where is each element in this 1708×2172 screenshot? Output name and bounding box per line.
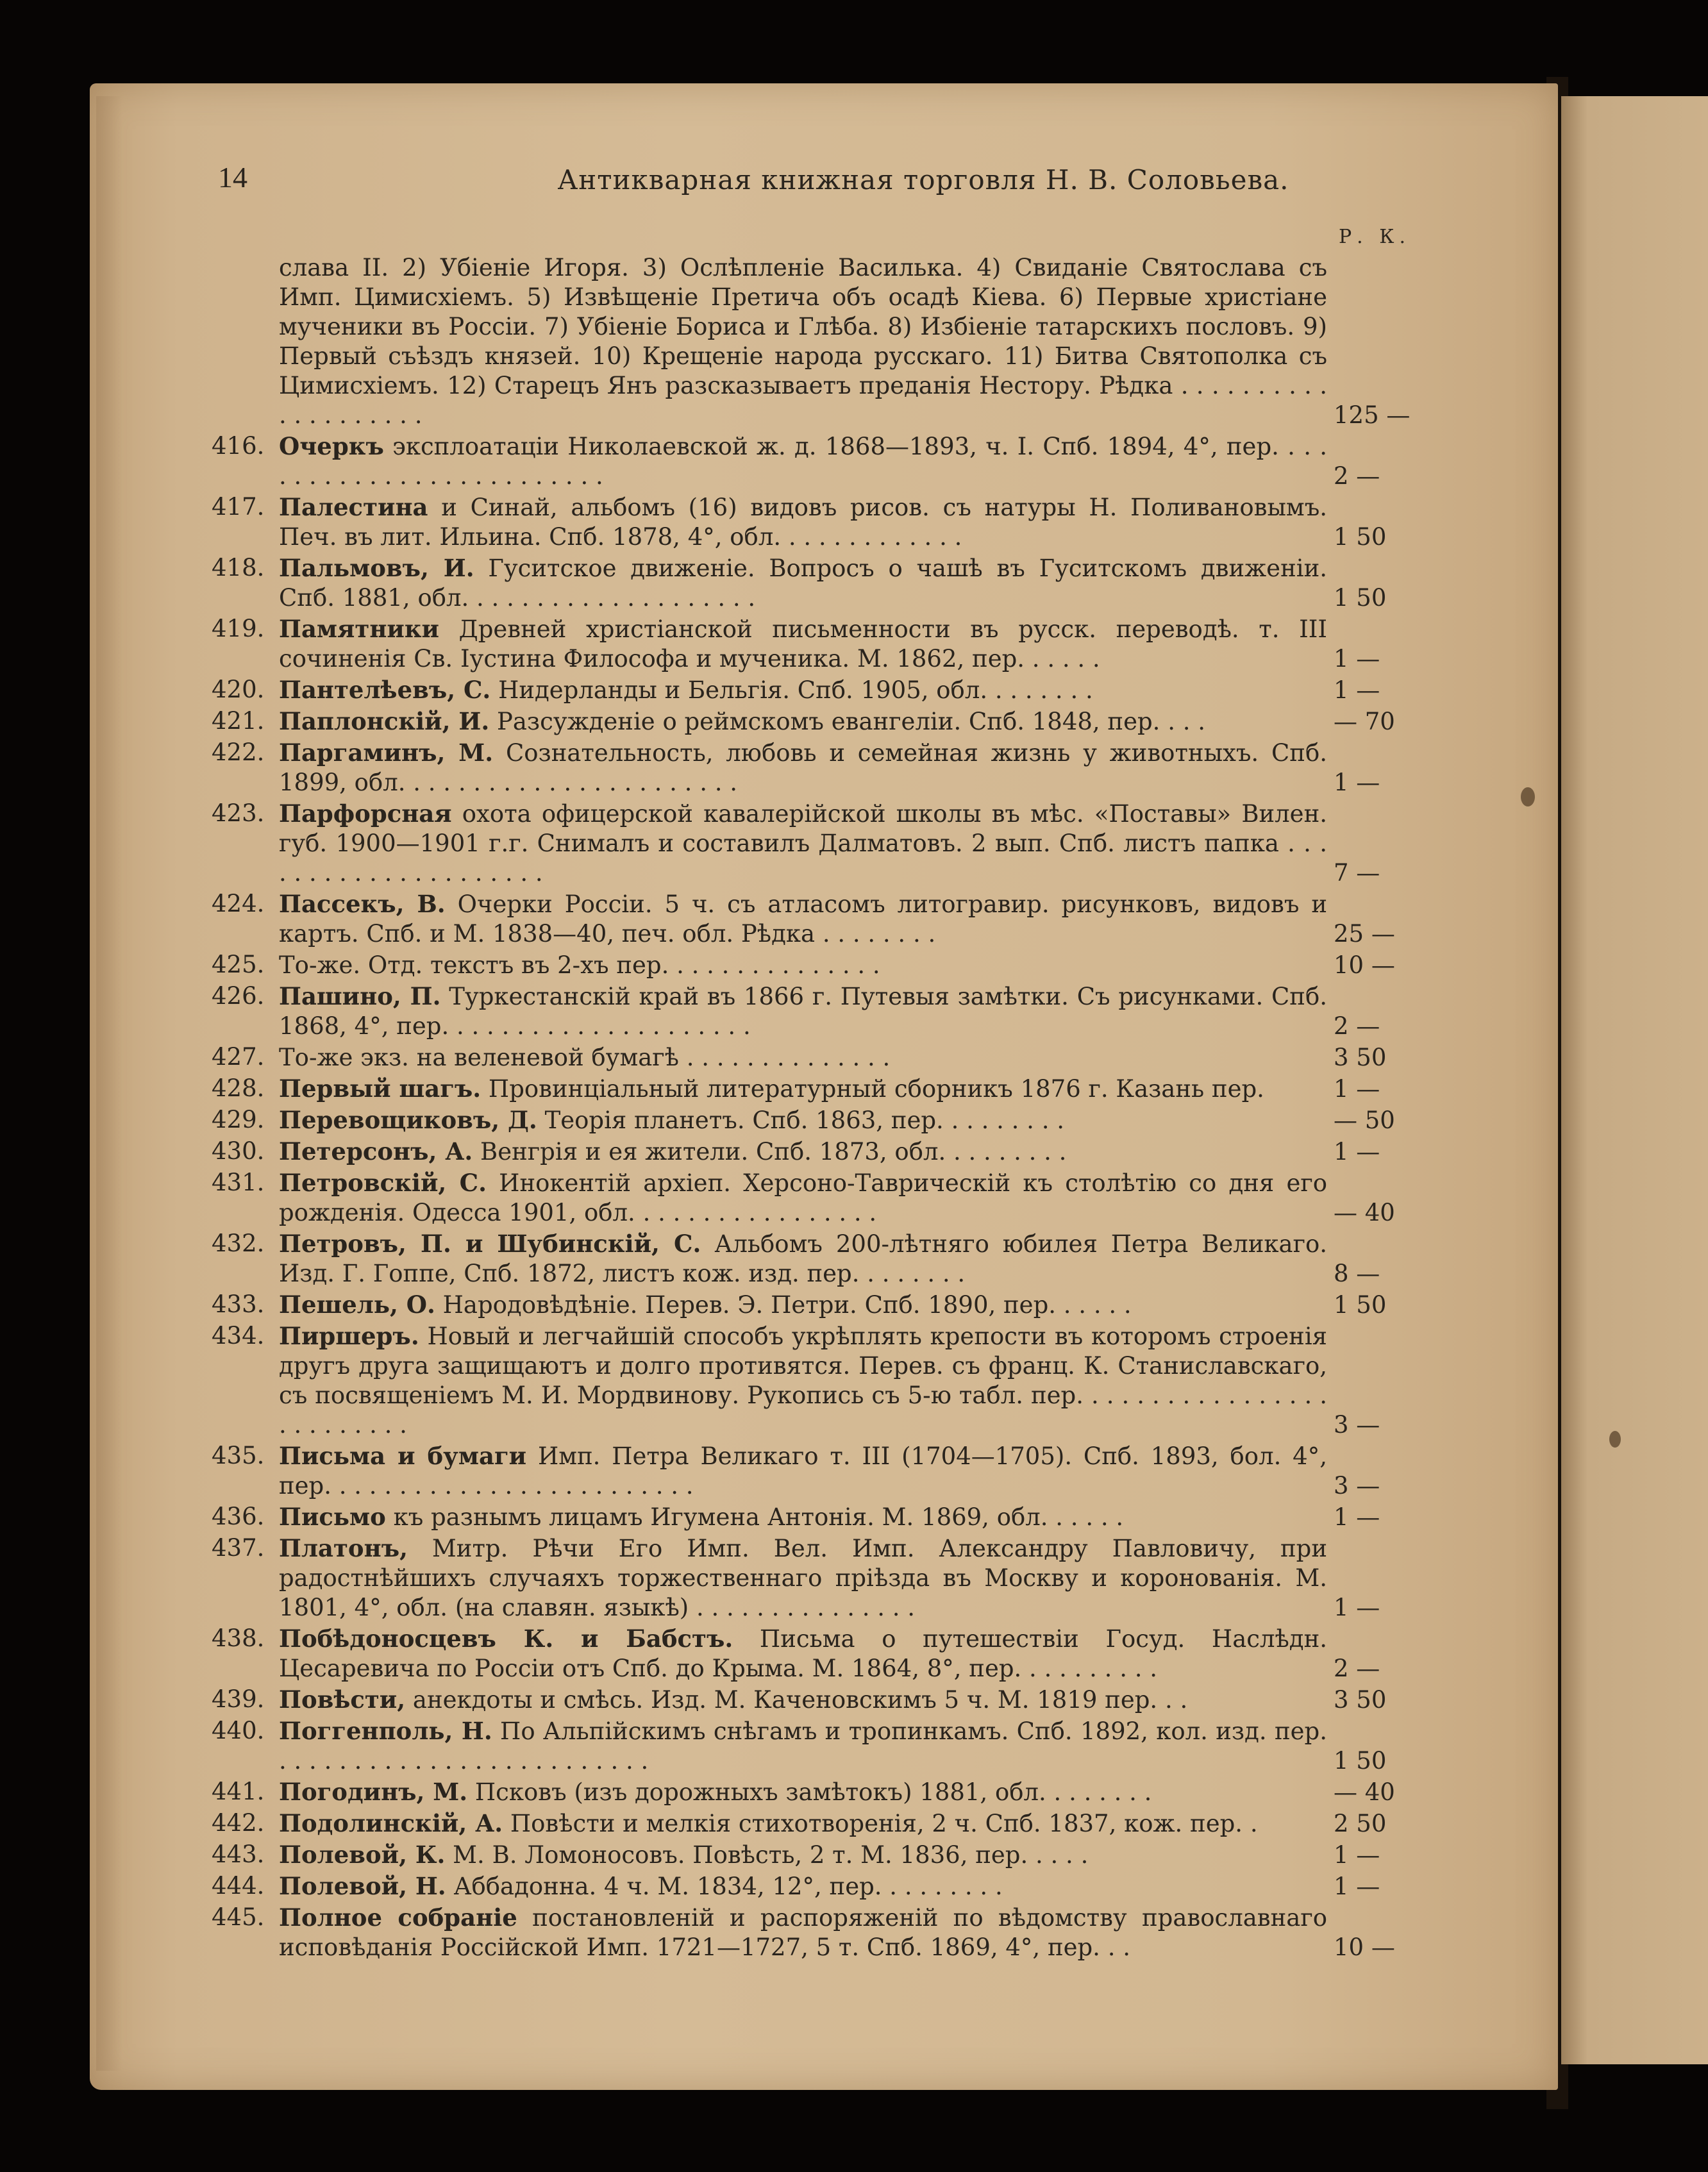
entry-author: Памятники [279,615,440,643]
entry-text [279,675,1327,705]
entry-author: Письмо [279,1503,386,1531]
entry-text [279,1716,1327,1776]
entry-price: 10 — [1334,1934,1395,1961]
entry-description: М. В. Ломоносовъ. Повѣсть, 2 т. М. 1836, пер. . . . . [453,1841,1089,1869]
entry-description: Новый и легчайшій способъ укрѣплять крепости въ которомъ строенія другъ друга защищаютъ и долго противятся. Перев. съ франц. К. Станиславскаго, съ посвященіемъ М. И. Мордвинову. Рукопись съ 5-ю табл. пер. . . . . . . . . . . . . . . . . . . . . . . . . . [279,1323,1328,1439]
entry-price: 3 50 [1334,1686,1387,1714]
entry-author: Полевой, К. [279,1841,446,1869]
entry-number: 430. [212,1137,265,1165]
entry-description: Туркестанскій край въ 1866 г. Путевыя замѣтки. Съ рисунками. Спб. 1868, 4°, пер. . . . . . . . . . . . . . . . . . . . . [279,983,1327,1040]
entry-number: 427. [212,1043,265,1071]
catalog-entry [212,492,1430,552]
entry-number: 444. [212,1872,265,1900]
entry-text [279,1903,1327,1962]
entry-description: Очерки Россіи. 5 ч. съ атласомъ литогравир. рисунковъ, видовъ и картъ. Спб. и М. 1838—40, печ. обл. Рѣдка . . . . . . . . [279,890,1327,948]
entry-number: 422. [212,739,265,766]
page-number: 14 [218,161,247,194]
entry-author: Пальмовъ, И. [279,554,474,582]
entry-text [279,706,1327,737]
entry-author: Побѣдоносцевъ К. и Бабстъ. [279,1625,733,1653]
entry-number: 442. [212,1809,265,1837]
entry-text [279,950,1327,980]
entry-author: Парфорсная [279,799,452,828]
running-title: Антикварная книжная торговля Н. В. Соловьева. [557,164,1289,196]
entry-number: 429. [212,1106,265,1133]
entry-author: Перевощиковъ, Д. [279,1106,537,1134]
catalog-entry [212,1321,1430,1440]
entry-price: 1 50 [1334,584,1387,612]
entry-number: 433. [212,1291,265,1318]
entry-author: Палестина [279,493,428,521]
entry-price: 2 — [1334,462,1380,490]
entry-description: Теорія планетъ. Спб. 1863, пер. . . . . . . . . [544,1107,1064,1134]
entry-price: 1 — [1334,1075,1380,1103]
entry-number: 435. [212,1442,265,1469]
entry-description: охота офицерской кавалерійской школы въ мѣс. «Поставы» Вилен. губ. 1900—1901 г.г. Снималъ и составилъ Далматовъ. 2 вып. Спб. листъ папка . . . . . . . . . . . . . . . . . . . . . [279,800,1327,887]
entry-text [279,492,1327,552]
entry-number: 432. [212,1230,265,1257]
catalog-entry [212,1809,1430,1839]
entry-text [279,1777,1327,1807]
entry-description: Повѣсти и мелкія стихотворенія, 2 ч. Спб. 1837, кож. пер. . [510,1810,1258,1837]
entry-description: Альбомъ 200-лѣтняго юбилея Петра Великаго. Изд. Г. Гоппе, Спб. 1872, листъ кож. изд. пер. . . . . . . . [279,1230,1327,1287]
entry-author: Пассекъ, В. [279,890,446,918]
entry-text [279,1321,1327,1440]
entry-description: и Синай, альбомъ (16) видовъ рисов. съ натуры Н. Поливановымъ. Печ. въ лит. Ильина. Спб. 1878, 4°, обл. . . . . . . . . . . . . [279,494,1327,551]
entry-text [279,889,1327,949]
entry-author: Поггенполь, Н. [279,1717,492,1745]
entry-author: Паргаминъ, М. [279,739,494,767]
catalog-entry [212,1502,1430,1532]
facing-page-edge [1561,96,1708,2064]
entry-number: 438. [212,1625,265,1652]
catalog-entry [212,1533,1430,1623]
entry-number: 428. [212,1074,265,1102]
entry-author: Петровъ, П. и Шубинскій, С. [279,1230,701,1258]
entry-price: 2 — [1334,1012,1380,1040]
catalog-entry [212,1229,1430,1289]
catalog-entry [212,706,1430,737]
entry-price: — 70 [1334,708,1395,735]
catalog-entry [212,614,1430,674]
entry-text [279,1533,1327,1623]
entry-number: 420. [212,676,265,703]
entry-author: Погодинъ, М. [279,1778,468,1806]
entry-author: Подолинскій, А. [279,1809,503,1837]
entry-number: 423. [212,799,265,827]
entry-price: 10 — [1334,951,1395,979]
entry-text [279,553,1327,613]
entry-text [279,253,1327,430]
entry-text [279,1871,1327,1901]
entry-author: Пашино, П. [279,982,441,1010]
entry-price: — 40 [1334,1199,1395,1226]
entry-description: Древней христіанской письменности въ русск. переводѣ. т. III сочиненія Св. Іустина Философа и мученика. М. 1862, пер. . . . . . [279,615,1327,672]
entry-number: 437. [212,1534,265,1562]
catalog-entry [212,675,1430,705]
entry-author: Письма и бумаги [279,1442,527,1470]
entry-text [279,1685,1327,1715]
entry-number: 436. [212,1503,265,1530]
entry-text [279,1624,1327,1683]
entry-price: 1 — [1334,645,1380,672]
entry-number: 440. [212,1717,265,1744]
catalog-listing [212,253,1430,1964]
entry-author: Повѣсти, [279,1685,406,1714]
catalog-entry [212,1716,1430,1776]
entry-description: Венгрія и ея жители. Спб. 1873, обл. . . . . . . . . [480,1138,1067,1165]
catalog-entry [212,1871,1430,1901]
entry-text [279,1809,1327,1839]
entry-text [279,982,1327,1041]
entry-text [279,1290,1327,1320]
catalog-entry [212,1685,1430,1715]
entry-description: Инокентій архіеп. Херсоно-Таврическій къ столѣтію со дня его рожденія. Одесса 1901, обл. . . . . . . . . . . . . . . . . [279,1169,1327,1226]
catalog-entry [212,1903,1430,1962]
entry-number: 417. [212,493,265,521]
entry-description: Нидерланды и Бельгія. Спб. 1905, обл. . . . . . . . [498,676,1093,704]
entry-price: 2 50 [1334,1810,1387,1837]
page-header [218,160,1404,205]
entry-text [279,1168,1327,1228]
entry-author: Петровскій, С. [279,1169,487,1197]
entry-description: Имп. Петра Великаго т. III (1704—1705). Спб. 1893, бол. 4°, пер. . . . . . . . . . . . . . . . . . . . . . . . . [279,1442,1327,1500]
entry-author: Первый шагъ. [279,1074,481,1103]
entry-description: слава II. 2) Убіеніе Игоря. 3) Ослѣпленіе Василька. 4) Свиданіе Святослава съ Имп. Цимисхіемъ. 5) Извѣщеніе Претича объ осадѣ Кіева. 6) Первые христіане мученики въ Россіи. 7) Убіеніе Бориса и Глѣба. 8) Избіеніе татарскихъ пословъ. 9) Первый съѣздъ князей. 10) Крещеніе народа русскаго. 11) Битва Святополка съ Цимисхіемъ. 12) Старецъ Янъ разсказываетъ преданія Нестору. Рѣдка . . . . . . . . . . . . . . . . . . . . [279,254,1327,429]
entry-number: 434. [212,1322,265,1349]
catalog-entry [212,889,1430,949]
entry-number: 441. [212,1778,265,1805]
entry-text [279,1441,1327,1501]
entry-number: 421. [212,707,265,735]
entry-author: Полное собраніе [279,1903,517,1932]
entry-description: Провинціальный литературный сборникъ 1876 г. Казань пер. [488,1075,1264,1103]
entry-price: 1 — [1334,676,1380,704]
entry-number: 424. [212,890,265,917]
catalog-entry [212,1042,1430,1073]
catalog-entry [212,799,1430,888]
entry-text [279,614,1327,674]
entry-price: 3 — [1334,1411,1380,1439]
entry-price: 7 — [1334,859,1380,887]
entry-price: 3 — [1334,1472,1380,1500]
catalog-entry [212,1624,1430,1683]
entry-price: — 40 [1334,1778,1395,1806]
entry-price: 2 — [1334,1655,1380,1682]
entry-number: 431. [212,1169,265,1196]
entry-text [279,738,1327,798]
entry-price: 1 50 [1334,523,1387,551]
entry-description: эксплоатаціи Николаевской ж. д. 1868—1893, ч. I. Спб. 1894, 4°, пер. . . . . . . . . . . . . . . . . . . . . . . . . . [279,433,1327,490]
entry-price: 1 — [1334,1841,1380,1869]
entry-text [279,1105,1327,1135]
entry-number: 445. [212,1903,265,1931]
catalog-entry [212,950,1430,980]
entry-description: Псковъ (изъ дорожныхъ замѣтокъ) 1881, обл. . . . . . . . [474,1778,1152,1806]
entry-text [279,431,1327,491]
entry-price: 3 50 [1334,1044,1387,1071]
entry-text [279,1229,1327,1289]
entry-price: 1 — [1334,1503,1380,1531]
entry-author: Очеркъ [279,432,384,460]
entry-text [279,1502,1327,1532]
entry-description: къ разнымъ лицамъ Игумена Антонія. М. 1869, обл. . . . . . [393,1503,1124,1531]
entry-description: Письма о путешествіи Госуд. Наслѣдн. Цесаревича по Россіи отъ Спб. до Крыма. М. 1864, 8°, пер. . . . . . . . . . [279,1625,1327,1682]
entry-price: 1 — [1334,1594,1380,1621]
entry-author: Полевой, Н. [279,1872,446,1900]
entry-price: 1 — [1334,769,1380,796]
catalog-entry [212,982,1430,1041]
catalog-entry [212,553,1430,613]
entry-description: По Альпійскимъ снѣгамъ и тропинкамъ. Спб. 1892, кол. изд. пер. . . . . . . . . . . . . . . . . . . . . . . . . . [279,1717,1327,1775]
entry-number: 425. [212,951,265,978]
entry-number: 426. [212,982,265,1010]
entry-price: 1 50 [1334,1747,1387,1775]
catalog-entry [212,1137,1430,1167]
entry-text [279,799,1327,888]
entry-text [279,1042,1327,1073]
catalog-entry [212,431,1430,491]
entry-number: 443. [212,1841,265,1868]
price-column-header: Р. К. [1339,226,1411,248]
catalog-entry [212,738,1430,798]
entry-description: Митр. Рѣчи Его Имп. Вел. Имп. Александру Павловичу, при радостнѣйшихъ случаяхъ торжественнаго пріѣзда въ Москву и коронованія. М. 1801, 4°, обл. (на славян. языкѣ) . . . . . . . . . . . . . . . [279,1535,1327,1621]
entry-text [279,1074,1327,1104]
entry-description: Гуситское движеніе. Вопросъ о чашѣ въ Гуситскомъ движеніи. Спб. 1881, обл. . . . . . . . . . . . . . . . . . . . [279,555,1327,612]
entry-number: 418. [212,554,265,581]
entry-number: 439. [212,1685,265,1713]
catalog-entry [212,1441,1430,1501]
entry-description: Разсужденіе о реймскомъ евангеліи. Спб. 1848, пер. . . . [496,708,1206,735]
catalog-entry [212,253,1430,430]
page-shadow [96,96,122,2071]
entry-description: постановленій и распоряженій по вѣдомству православнаго исповѣданія Россійской Имп. 1721—1727, 5 т. Спб. 1869, 4°, пер. . . [279,1904,1327,1961]
entry-author: Пешель, О. [279,1291,435,1319]
entry-price: 8 — [1334,1260,1380,1287]
entry-text [279,1137,1327,1167]
entry-text [279,1840,1327,1870]
entry-number: 416. [212,432,265,460]
entry-description: Аббадонна. 4 ч. М. 1834, 12°, пер. . . . . . . . . [453,1873,1003,1900]
entry-price: 25 — [1334,920,1395,948]
entry-author: Пантелѣевъ, С. [279,676,491,704]
ink-stain [1609,1431,1621,1448]
catalog-entry [212,1290,1430,1320]
entry-description: Сознательность, любовь и семейная жизнь у животныхъ. Спб. 1899, обл. . . . . . . . . . . . . . . . . . . . . . . [279,739,1327,796]
entry-author: Петерсонъ, А. [279,1137,473,1165]
entry-number: 419. [212,615,265,642]
entry-description: То-же. Отд. текстъ въ 2-хъ пер. . . . . . . . . . . . . . . [279,951,880,979]
entry-author: Паплонскій, И. [279,707,490,735]
entry-author: Пиршеръ. [279,1322,419,1350]
catalog-entry [212,1074,1430,1104]
catalog-entry [212,1105,1430,1135]
entry-price: — 50 [1334,1107,1395,1134]
entry-description: То-же экз. на веленевой бумагѣ . . . . . . . . . . . . . . [279,1044,891,1071]
entry-price: 1 — [1334,1873,1380,1900]
entry-price: 1 — [1334,1138,1380,1165]
catalog-entry [212,1777,1430,1807]
entry-price: 125 — [1334,401,1411,429]
entry-author: Платонъ, [279,1534,408,1562]
entry-price: 1 50 [1334,1291,1387,1319]
catalog-entry [212,1840,1430,1870]
ink-stain [1521,787,1535,806]
entry-description: Народовѣдѣніе. Перев. Э. Петри. Спб. 1890, пер. . . . . . [442,1291,1132,1319]
entry-description: анекдоты и смѣсь. Изд. М. Каченовскимъ 5 ч. М. 1819 пер. . . [412,1686,1188,1714]
catalog-entry [212,1168,1430,1228]
